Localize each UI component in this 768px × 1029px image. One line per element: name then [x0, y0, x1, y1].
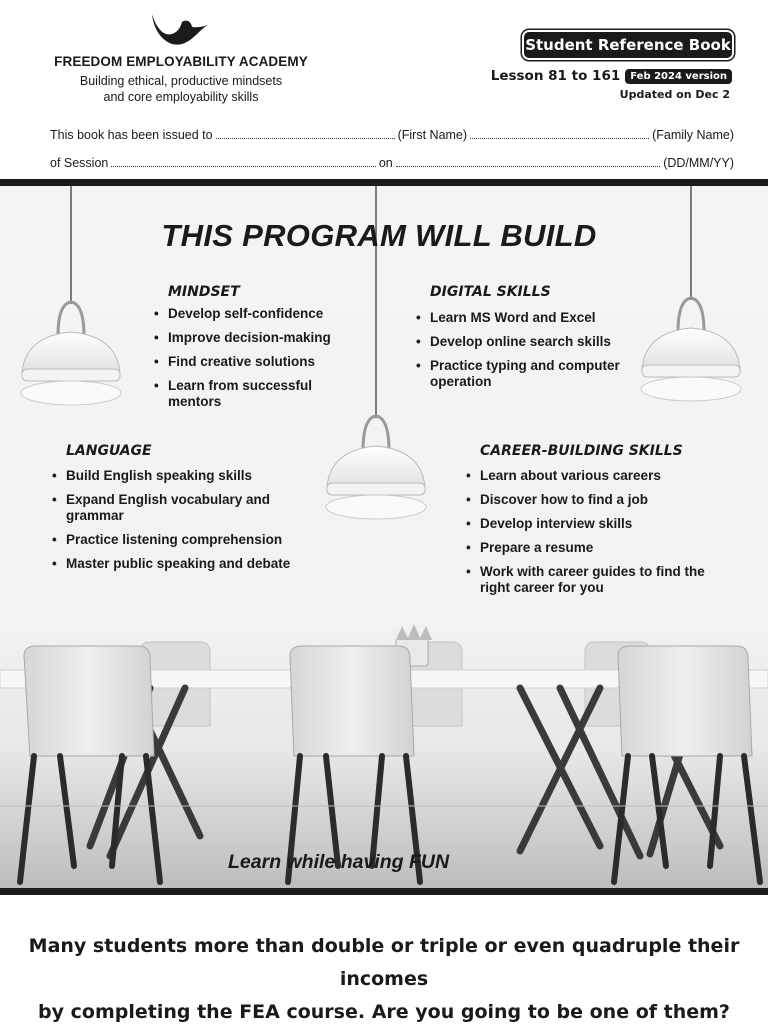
- reference-book-badge: Student Reference Book: [524, 32, 732, 58]
- lesson-row: [491, 66, 732, 86]
- list-item: • Prepare a resume: [466, 540, 716, 556]
- fun-caption: Learn while having FUN: [228, 851, 450, 873]
- cta-line-1: Many students more than double or triple or even quadruple their incomes: [28, 935, 740, 990]
- front-chair-center: [288, 646, 420, 882]
- list-item: • Build English speaking skills: [52, 468, 314, 484]
- org-name: FREEDOM EMPLOYABILITY ACADEMY: [54, 54, 308, 69]
- date-format-label: (DD/MM/YY): [663, 156, 735, 170]
- on-label: on: [378, 156, 393, 170]
- version-badge: Feb 2024 version: [625, 69, 732, 84]
- org-tagline: [50, 73, 312, 105]
- lesson-range: Lesson 81 to 161: [490, 68, 621, 84]
- pendant-lamp-center: [326, 416, 426, 519]
- list-item: • Improve decision-making: [154, 330, 374, 346]
- mindset-heading: MINDSET: [168, 284, 240, 300]
- mindset-list: [154, 306, 374, 410]
- list-item: • Develop interview skills: [466, 516, 716, 532]
- session-field[interactable]: [111, 156, 375, 167]
- list-item: • Expand English vocabulary and grammar: [52, 492, 301, 524]
- list-item: • Develop online search skills: [416, 334, 646, 350]
- list-item: • Practice listening comprehension: [52, 532, 314, 548]
- first-name-label: (First Name): [397, 128, 468, 142]
- list-item: • Learn about various careers: [466, 468, 716, 484]
- tagline-line-1: Building ethical, productive mindsets: [79, 74, 283, 88]
- language-list: [52, 468, 314, 572]
- pendant-lamp-right: [641, 298, 741, 401]
- date-field[interactable]: [396, 156, 660, 167]
- list-item: • Master public speaking and debate: [52, 556, 314, 572]
- issued-to-prefix: This book has been issued to: [50, 128, 213, 142]
- mindset-section: [154, 284, 374, 418]
- list-item: • Find creative solutions: [154, 354, 374, 370]
- bottom-divider: [0, 888, 768, 895]
- career-heading: CAREER-BUILDING SKILLS: [480, 443, 683, 459]
- family-name-label: (Family Name): [652, 128, 735, 142]
- digital-skills-list: [416, 310, 646, 390]
- list-item: • Discover how to find a job: [466, 492, 716, 508]
- list-item: • Practice typing and computer operation: [416, 358, 640, 390]
- updated-note: Updated on Dec 2: [619, 88, 730, 101]
- call-to-action: [0, 930, 768, 1029]
- session-line: [50, 156, 734, 170]
- cta-line-2: by completing the FEA course. Are you going to be one of them?: [38, 1001, 730, 1023]
- language-section: [52, 443, 314, 580]
- list-item: • Develop self-confidence: [154, 306, 374, 322]
- career-section: [466, 443, 716, 604]
- top-divider: [0, 179, 768, 186]
- digital-skills-heading: DIGITAL SKILLS: [430, 284, 551, 300]
- digital-skills-section: [416, 284, 646, 398]
- issued-to-line: [50, 128, 734, 142]
- first-name-field[interactable]: [216, 128, 395, 139]
- pendant-lamp-left: [21, 302, 121, 405]
- list-item: • Learn from successful mentors: [154, 378, 338, 410]
- bird-swoosh-icon: [146, 10, 212, 56]
- list-item: • Work with career guides to find the right career for you: [466, 564, 712, 596]
- program-title: THIS PROGRAM WILL BUILD: [161, 218, 597, 253]
- language-heading: LANGUAGE: [66, 443, 152, 459]
- career-list: [466, 468, 716, 596]
- family-name-field[interactable]: [470, 128, 649, 139]
- tagline-line-2: and core employability skills: [103, 90, 259, 104]
- session-label: of Session: [50, 156, 109, 170]
- list-item: • Learn MS Word and Excel: [416, 310, 646, 326]
